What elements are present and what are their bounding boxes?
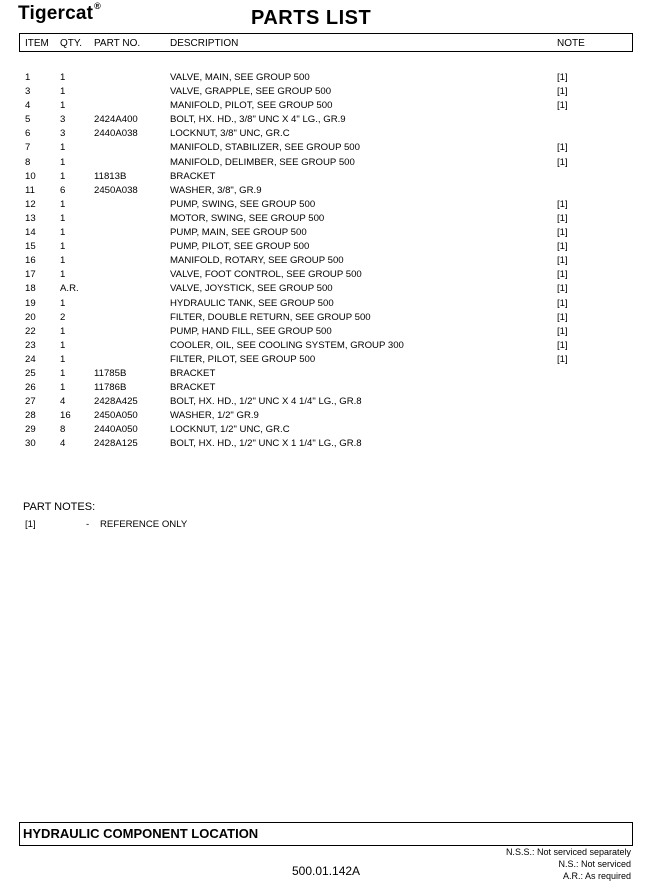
row-item: 28 [25, 410, 36, 422]
row-qty: 4 [60, 396, 66, 408]
row-item: 3 [25, 86, 31, 98]
row-description: BOLT, HX. HD., 1/2" UNC X 4 1/4" LG., GR.8 [170, 396, 362, 408]
row-item: 4 [25, 100, 31, 112]
row-item: 24 [25, 353, 36, 365]
table-row [0, 282, 651, 296]
row-note: [1] [557, 311, 568, 323]
row-qty: 1 [60, 367, 66, 379]
row-qty: 1 [60, 339, 66, 351]
row-description: BRACKET [170, 382, 216, 394]
row-qty: 3 [60, 114, 66, 126]
page-number: 500.01.142A [292, 864, 361, 878]
row-description: PUMP, MAIN, SEE GROUP 500 [170, 227, 307, 239]
row-item: 7 [25, 142, 31, 154]
row-description: COOLER, OIL, SEE COOLING SYSTEM, GROUP 300 [170, 339, 404, 351]
table-row [0, 240, 651, 254]
table-row [0, 325, 651, 339]
table-row [0, 367, 651, 381]
row-item: 23 [25, 339, 36, 351]
row-note: [1] [557, 142, 568, 154]
note-ref: [1] [25, 519, 36, 530]
table-row [0, 339, 651, 353]
row-qty: 1 [60, 353, 66, 365]
row-description: PUMP, SWING, SEE GROUP 500 [170, 198, 316, 210]
table-row [0, 99, 651, 113]
row-item: 26 [25, 382, 36, 394]
row-part-number: 2450A038 [94, 184, 138, 196]
legend-ar: A.R.: As required [562, 871, 631, 881]
parts-table [0, 71, 651, 452]
row-note: [1] [557, 269, 568, 281]
row-note: [1] [557, 339, 568, 351]
row-item: 29 [25, 424, 36, 436]
row-qty: 1 [60, 241, 66, 253]
row-item: 1 [25, 72, 31, 83]
row-item: 5 [25, 114, 31, 126]
row-description: MANIFOLD, STABILIZER, SEE GROUP 500 [170, 142, 360, 154]
row-description: VALVE, GRAPPLE, SEE GROUP 500 [170, 86, 332, 98]
row-note: [1] [557, 353, 568, 365]
row-item: 27 [25, 396, 36, 408]
table-row [0, 254, 651, 268]
page-title: PARTS LIST [251, 7, 372, 29]
table-row [0, 395, 651, 409]
row-note: [1] [557, 212, 568, 224]
legend-ns: N.S.: Not serviced [558, 859, 631, 869]
row-description: VALVE, JOYSTICK, SEE GROUP 500 [170, 283, 333, 295]
row-description: BRACKET [170, 170, 216, 182]
row-qty: 1 [60, 142, 66, 154]
table-row [0, 311, 651, 325]
row-description: MANIFOLD, DELIMBER, SEE GROUP 500 [170, 156, 355, 168]
legend-nss: N.S.S.: Not serviced separately [505, 847, 631, 857]
row-description: MOTOR, SWING, SEE GROUP 500 [170, 212, 325, 224]
row-description: WASHER, 3/8", GR.9 [170, 184, 262, 196]
table-row [0, 71, 651, 85]
row-part-number: 2450A050 [94, 410, 138, 422]
table-row [0, 226, 651, 240]
row-part-number: 2428A425 [94, 396, 138, 408]
row-item: 20 [25, 311, 36, 323]
column-header-note: NOTE [557, 38, 585, 49]
table-row [0, 212, 651, 226]
row-item: 13 [25, 212, 36, 224]
row-item: 25 [25, 367, 36, 379]
registered-mark: ® [94, 0, 102, 11]
row-item: 12 [25, 198, 36, 210]
row-qty: 8 [60, 424, 66, 436]
row-item: 11 [25, 184, 35, 196]
row-part-number: 2440A038 [94, 128, 138, 140]
row-description: MANIFOLD, PILOT, SEE GROUP 500 [170, 100, 333, 112]
row-item: 19 [25, 297, 36, 309]
row-description: LOCKNUT, 1/2" UNC, GR.C [170, 424, 290, 436]
brand-name: Tigercat [18, 3, 94, 24]
row-item: 18 [25, 283, 36, 295]
row-note: [1] [557, 86, 568, 98]
row-description: HYDRAULIC TANK, SEE GROUP 500 [170, 297, 334, 309]
row-item: 16 [25, 255, 36, 267]
row-note: [1] [557, 241, 568, 253]
row-item: 14 [25, 227, 36, 239]
row-description: FILTER, DOUBLE RETURN, SEE GROUP 500 [170, 311, 371, 323]
row-part-number: 11785B [94, 367, 127, 379]
row-note: [1] [557, 198, 568, 210]
table-row [0, 297, 651, 311]
row-qty: A.R. [60, 283, 79, 295]
row-qty: 1 [60, 170, 66, 182]
column-header-part: PART NO. [94, 38, 141, 49]
row-qty: 1 [60, 212, 66, 224]
row-description: VALVE, FOOT CONTROL, SEE GROUP 500 [170, 269, 362, 281]
row-item: 30 [25, 438, 36, 450]
row-qty: 1 [60, 255, 66, 267]
row-qty: 16 [60, 410, 71, 422]
row-description: FILTER, PILOT, SEE GROUP 500 [170, 353, 316, 365]
row-qty: 1 [60, 198, 66, 210]
table-row [0, 198, 651, 212]
row-description: BOLT, HX. HD., 1/2" UNC X 1 1/4" LG., GR.8 [170, 438, 362, 450]
row-qty: 2 [60, 311, 66, 323]
row-qty: 4 [60, 438, 66, 450]
note-dash: - [86, 519, 90, 530]
table-row [0, 353, 651, 367]
row-part-number: 11813B [94, 170, 127, 182]
row-note: [1] [557, 283, 568, 295]
table-row [0, 141, 651, 155]
row-note: [1] [557, 156, 568, 168]
column-header-qty: QTY. [60, 38, 83, 49]
row-note: [1] [557, 227, 568, 239]
row-part-number: 11786B [94, 382, 127, 394]
table-row [0, 268, 651, 282]
table-row [0, 423, 651, 437]
part-notes-title: PART NOTES: [23, 501, 96, 513]
row-qty: 3 [60, 128, 66, 140]
row-qty: 1 [60, 100, 66, 112]
row-note: [1] [557, 100, 568, 112]
row-description: PUMP, PILOT, SEE GROUP 500 [170, 241, 310, 253]
row-qty: 1 [60, 227, 66, 239]
row-note: [1] [557, 297, 568, 309]
column-header-item: ITEM [25, 38, 49, 49]
table-row [0, 127, 651, 141]
brand-logo [18, 0, 102, 25]
section-title: HYDRAULIC COMPONENT LOCATION [23, 826, 259, 841]
row-part-number: 2428A125 [94, 438, 138, 450]
row-item: 8 [25, 156, 31, 168]
row-item: 10 [25, 170, 36, 182]
row-item: 15 [25, 241, 36, 253]
row-description: PUMP, HAND FILL, SEE GROUP 500 [170, 325, 332, 337]
table-row [0, 170, 651, 184]
row-item: 22 [25, 325, 36, 337]
table-row [0, 381, 651, 395]
row-qty: 1 [60, 269, 66, 281]
note-text: REFERENCE ONLY [100, 519, 188, 530]
row-description: LOCKNUT, 3/8" UNC, GR.C [170, 128, 290, 140]
row-description: BRACKET [170, 367, 216, 379]
row-qty: 1 [60, 72, 66, 83]
table-row [0, 113, 651, 127]
table-row [0, 437, 651, 451]
row-qty: 6 [60, 184, 66, 196]
table-row [0, 409, 651, 423]
table-row [0, 156, 651, 170]
row-qty: 1 [60, 325, 66, 337]
row-note: [1] [557, 325, 568, 337]
row-note: [1] [557, 72, 568, 83]
row-qty: 1 [60, 382, 66, 394]
row-item: 17 [25, 269, 36, 281]
table-row [0, 85, 651, 99]
row-description: MANIFOLD, ROTARY, SEE GROUP 500 [170, 255, 344, 267]
row-description: VALVE, MAIN, SEE GROUP 500 [170, 72, 310, 83]
row-part-number: 2424A400 [94, 114, 138, 126]
row-qty: 1 [60, 156, 66, 168]
row-part-number: 2440A050 [94, 424, 138, 436]
row-qty: 1 [60, 297, 66, 309]
row-description: WASHER, 1/2" GR.9 [170, 410, 259, 422]
row-qty: 1 [60, 86, 66, 98]
row-item: 6 [25, 128, 31, 140]
row-description: BOLT, HX. HD., 3/8" UNC X 4" LG., GR.9 [170, 114, 346, 126]
row-note: [1] [557, 255, 568, 267]
table-row [0, 184, 651, 198]
column-header-description: DESCRIPTION [170, 38, 239, 49]
